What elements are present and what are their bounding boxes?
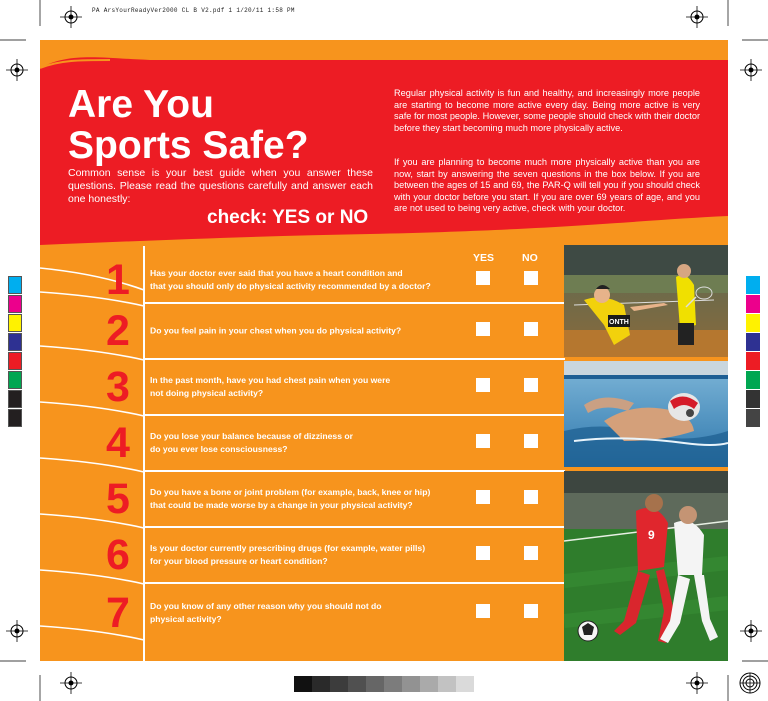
title-line-2: Sports Safe? (68, 124, 309, 167)
yes-checkbox[interactable] (476, 434, 490, 448)
question-number: 3 (106, 363, 130, 411)
question-row (40, 253, 564, 307)
question-line-1: In the past month, have you had chest pain when you were (150, 375, 391, 385)
question-line-2: that could be made worse by a change in your physical activity? (150, 500, 413, 510)
question-text (150, 430, 470, 456)
no-checkbox[interactable] (524, 434, 538, 448)
no-column-header: NO (522, 252, 538, 264)
jersey-lettering: ONTH (609, 319, 629, 326)
question-number: 2 (106, 307, 130, 355)
question-text (150, 486, 470, 512)
registration-mark-icon (60, 6, 82, 28)
no-checkbox[interactable] (524, 604, 538, 618)
color-calibration-bar (746, 276, 760, 428)
question-line-1: Do you lose your balance because of dizziness or (150, 431, 353, 441)
registration-mark-icon (60, 672, 82, 694)
question-line-1: Do you know of any other reason why you should not do (150, 601, 382, 611)
question-line-2: that you should only do physical activity recommended by a doctor? (150, 281, 431, 291)
yes-checkbox[interactable] (476, 490, 490, 504)
page-title (68, 84, 309, 166)
question-text (150, 542, 470, 568)
no-checkbox[interactable] (524, 490, 538, 504)
question-number: 5 (106, 475, 130, 523)
question-row (40, 586, 564, 640)
question-line-2: do you ever lose consciousness? (150, 444, 288, 454)
intro-paragraph-1: Regular physical activity is fun and healthy, and increasingly more people are starting to become more active every day. Being more active is very safe for most people. However, some people should check with their doctor before they start becoming much more physically active. (394, 88, 700, 133)
print-slug-line: PA ArsYourReadyVer2000 CL B V2.pdf 1 1/20/11 1:58 PM (92, 7, 295, 14)
yes-checkbox[interactable] (476, 322, 490, 336)
swimmer-photo (564, 361, 728, 467)
intro-text: Common sense is your best guide when you answer these questions. Please read the questions carefully and answer each one honestly: (68, 167, 373, 205)
title-line-1: Are You (68, 83, 214, 126)
yes-column-header: YES (473, 252, 495, 264)
question-number: 1 (106, 256, 130, 304)
question-number: 7 (106, 589, 130, 637)
question-row (40, 472, 564, 526)
star-target-mark-icon (739, 672, 761, 694)
registration-mark-icon (6, 620, 28, 642)
soccer-photo (564, 471, 728, 661)
badminton-photo (564, 245, 728, 357)
no-checkbox[interactable] (524, 322, 538, 336)
question-text (150, 374, 470, 400)
registration-mark-icon (686, 672, 708, 694)
no-checkbox[interactable] (524, 546, 538, 560)
question-text (150, 325, 470, 338)
question-number: 4 (106, 419, 130, 467)
question-line-2: for your blood pressure or heart condition? (150, 556, 328, 566)
question-line-1: Do you have a bone or joint problem (for example, back, knee or hip) (150, 487, 431, 497)
question-number: 6 (106, 531, 130, 579)
registration-mark-icon (740, 620, 762, 642)
registration-mark-icon (6, 59, 28, 81)
sports-safe-card (40, 40, 728, 661)
registration-mark-icon (740, 59, 762, 81)
question-line-2: physical activity? (150, 614, 222, 624)
yes-checkbox[interactable] (476, 604, 490, 618)
question-line-1: Is your doctor currently prescribing drugs (for example, water pills) (150, 543, 426, 553)
color-calibration-bar (8, 276, 22, 428)
check-yes-no-label: check: YES or NO (207, 207, 369, 228)
yes-checkbox[interactable] (476, 546, 490, 560)
no-checkbox[interactable] (524, 378, 538, 392)
yes-checkbox[interactable] (476, 271, 490, 285)
row-separator (143, 582, 565, 584)
question-line-1: Has your doctor ever said that you have a heart condition and (150, 268, 403, 278)
question-row (40, 416, 564, 470)
intro-paragraph-2: If you are planning to become much more physically active than you are now, start by answering the seven questions in the box below. If you are between the ages of 15 and 69, the PAR-Q will tell you if you should check with your doctor before you start. If you are over 69 years of age, and you are not used to being very active, check with your doctor. (394, 157, 700, 213)
question-row (40, 528, 564, 582)
question-text (150, 600, 470, 626)
question-row (40, 360, 564, 414)
question-line-1: Do you feel pain in your chest when you do physical activity? (150, 325, 402, 336)
question-row (40, 304, 564, 358)
registration-mark-icon (686, 6, 708, 28)
yes-checkbox[interactable] (476, 378, 490, 392)
jersey-number: 9 (648, 528, 655, 542)
grayscale-calibration-bar (294, 676, 474, 692)
no-checkbox[interactable] (524, 271, 538, 285)
question-text (150, 267, 470, 293)
question-line-2: not doing physical activity? (150, 388, 264, 398)
